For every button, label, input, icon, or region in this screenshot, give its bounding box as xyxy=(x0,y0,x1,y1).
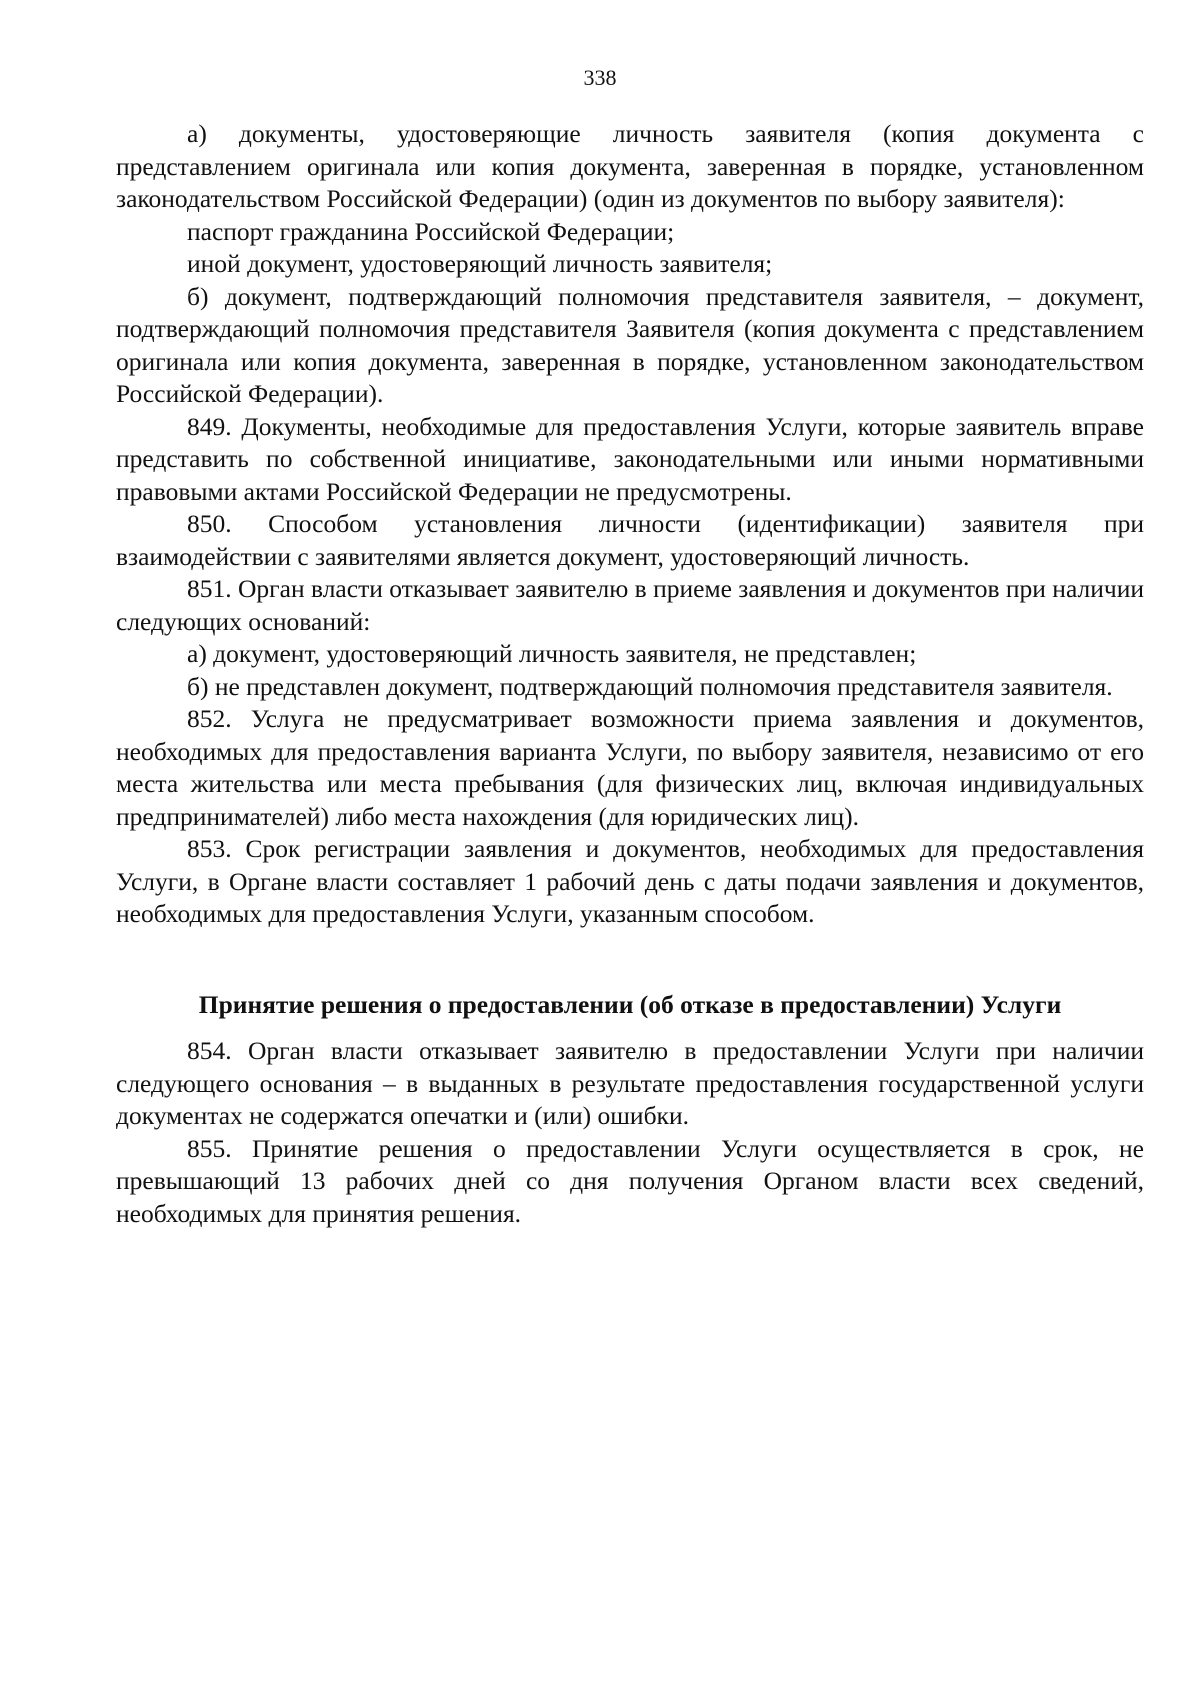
paragraph-851-b: б) не представлен документ, подтверждающий полномочия представителя заявителя. xyxy=(187,671,1113,701)
paragraph-855: 855. Принятие решения о предоставлении Услуги осуществляется в срок, не превышающий 13 рабочих дней со дня получения Органом власти всех сведений, необходимых для принятия решения. xyxy=(116,1133,1144,1228)
paragraph-850: 850. Способом установления личности (идентификации) заявителя при взаимодействии с заявителями является документ, удостоверяющий личность. xyxy=(116,509,1144,571)
paragraph-852: 852. Услуга не предусматривает возможности приема заявления и документов, необходимых для предоставления варианта Услуги, по выбору заявителя, независимо от его места жительства или места пребывания (для физических лиц, включая индивидуальных предпринимателей) либо места нахождения (для юридических лиц). xyxy=(116,704,1144,831)
paragraph-851-a: а) документ, удостоверяющий личность заявителя, не представлен; xyxy=(187,639,917,668)
paragraph-passport: паспорт гражданина Российской Федерации; xyxy=(187,216,675,246)
paragraph-854: 854. Орган власти отказывает заявителю в предоставлении Услуги при наличии следующего основания – в выданных в результате предоставления государственной услуги документах не содержатся опечатки и (или) ошибки. xyxy=(116,1036,1144,1130)
paragraph-853: 853. Срок регистрации заявления и документов, необходимых для предоставления Услуги, в Органе власти составляет 1 рабочий день с даты подачи заявления и документов, необходимых для предоставления Услуги, указанным способом. xyxy=(116,834,1144,928)
paragraph-a-identity-documents: а) документы, удостоверяющие личность заявителя (копия документа с представлением оригинала или копия документа, заверенная в порядке, установленном законодательством Российской Федерации) (один из документов по выбору заявителя): xyxy=(116,119,1144,213)
paragraph-849: 849. Документы, необходимые для предоставления Услуги, которые заявитель вправе представить по собственной инициативе, законодательными или иными нормативными правовыми актами Российской Федерации не предусмотрены. xyxy=(116,411,1144,506)
paragraph-851: 851. Орган власти отказывает заявителю в приеме заявления и документов при наличии следующих оснований: xyxy=(116,574,1144,636)
section-heading: Принятие решения о предоставлении (об отказе в предоставлении) Услуги xyxy=(198,989,1062,1019)
paragraph-b-representative-authority: б) документ, подтверждающий полномочия представителя заявителя, – документ, подтверждающий полномочия представителя Заявителя (копия документа с представлением оригинала или копия документа, заверенная в порядке, установленном законодательством Российской Федерации). xyxy=(116,281,1144,408)
paragraph-other-id-document: иной документ, удостоверяющий личность заявителя; xyxy=(187,249,773,278)
page-number: 338 xyxy=(583,65,617,90)
document-body xyxy=(116,118,1144,1230)
